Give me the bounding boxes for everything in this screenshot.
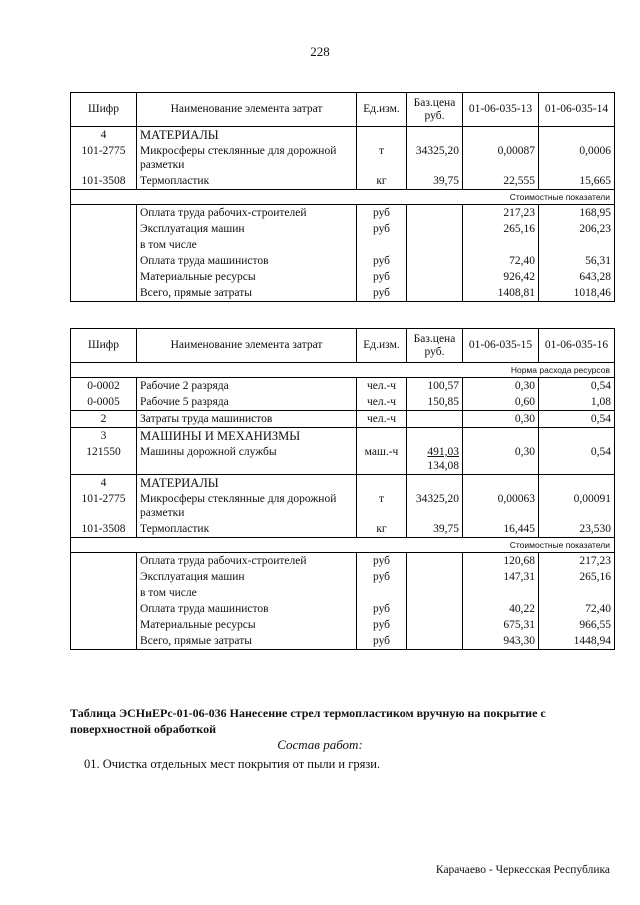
summary-value-b: 1018,46 [539, 285, 615, 302]
summary-unit: руб [357, 617, 407, 633]
col-header-code: Шифр [71, 93, 137, 127]
subhead-row [71, 363, 615, 378]
page-number: 228 [310, 44, 330, 59]
table-row [71, 378, 615, 395]
row-price: 100,57 [407, 378, 463, 395]
section-title: МАТЕРИАЛЫ [137, 475, 357, 492]
row-name: Затраты труда машинистов [137, 411, 357, 428]
summary-row [71, 633, 615, 650]
summary-name: Всего, прямые затраты [137, 633, 357, 650]
table-row [71, 143, 615, 173]
work-item: 01. Очистка отдельных мест покрытия от пыли и грязи. [84, 757, 381, 771]
section-code: 3 [71, 428, 137, 445]
row-unit: т [357, 491, 407, 521]
summary-value-a: 926,42 [463, 269, 539, 285]
row-price [407, 444, 463, 475]
row-code: 2 [71, 411, 137, 428]
summary-value-b: 966,55 [539, 617, 615, 633]
section-row [71, 428, 615, 445]
row-price: 34325,20 [407, 143, 463, 173]
row-price: 150,85 [407, 394, 463, 411]
section-code: 4 [71, 127, 137, 144]
subhead-cost-indicators: Стоимостные показатели [71, 190, 615, 205]
summary-value-b: 206,23 [539, 221, 615, 237]
row-code: 101-2775 [71, 491, 137, 521]
price-bottom: 134,08 [427, 460, 459, 472]
summary-value-b: 72,40 [539, 601, 615, 617]
col-header-price: Баз.цена руб. [407, 329, 463, 363]
table-caption: Таблица ЭСНиЕРс-01-06-036 Нанесение стрел термопластиком вручную на покрытие с поверхностной обработкой [70, 706, 546, 736]
summary-row [71, 285, 615, 302]
row-value-a: 0,30 [463, 378, 539, 395]
row-name: Микросферы стеклянные для дорожной разметки [137, 491, 357, 521]
row-name: Термопластик [137, 521, 357, 538]
summary-row [71, 253, 615, 269]
col-header-unit: Ед.изм. [357, 329, 407, 363]
row-code: 101-2775 [71, 143, 137, 173]
row-code: 101-3508 [71, 521, 137, 538]
summary-row [71, 569, 615, 585]
summary-unit: руб [357, 221, 407, 237]
summary-row [71, 205, 615, 222]
col-header-price: Баз.цена руб. [407, 93, 463, 127]
summary-value-a: 265,16 [463, 221, 539, 237]
summary-value-b: 217,23 [539, 553, 615, 570]
summary-name: Оплата труда машинистов [137, 253, 357, 269]
summary-name: Всего, прямые затраты [137, 285, 357, 302]
summary-value-a: 943,30 [463, 633, 539, 650]
summary-value-a: 1408,81 [463, 285, 539, 302]
table-row [71, 491, 615, 521]
row-value-a: 0,60 [463, 394, 539, 411]
summary-row [71, 601, 615, 617]
section-row [71, 475, 615, 492]
summary-name: Эксплуатация машин [137, 569, 357, 585]
subhead-cost-indicators: Стоимостные показатели [71, 538, 615, 553]
resource-table-1 [70, 92, 615, 302]
col-header-code-b: 01-06-035-14 [539, 93, 615, 127]
subhead-resource-norm: Норма расхода ресурсов [71, 363, 615, 378]
row-name: Рабочие 2 разряда [137, 378, 357, 395]
row-unit: кг [357, 173, 407, 190]
summary-value-b: 168,95 [539, 205, 615, 222]
table-row [71, 411, 615, 428]
summary-value-b: 643,28 [539, 269, 615, 285]
row-unit: чел.-ч [357, 378, 407, 395]
table-header-row [71, 93, 615, 127]
row-value-a: 0,30 [463, 444, 539, 475]
row-value-b: 23,530 [539, 521, 615, 538]
table-row [71, 394, 615, 411]
row-price: 34325,20 [407, 491, 463, 521]
summary-name: Эксплуатация машин [137, 221, 357, 237]
summary-row [71, 237, 615, 253]
row-value-b: 0,54 [539, 378, 615, 395]
row-value-a: 0,30 [463, 411, 539, 428]
row-price: 39,75 [407, 521, 463, 538]
summary-unit: руб [357, 285, 407, 302]
row-value-b: 15,665 [539, 173, 615, 190]
summary-name: Материальные ресурсы [137, 617, 357, 633]
col-header-code-a: 01-06-035-15 [463, 329, 539, 363]
summary-value-a: 40,22 [463, 601, 539, 617]
footer-region: Карачаево - Черкесская Республика [435, 864, 610, 876]
summary-row [71, 269, 615, 285]
summary-name: Материальные ресурсы [137, 269, 357, 285]
subhead-row [71, 538, 615, 553]
table-header-row [71, 329, 615, 363]
row-value-b: 0,00091 [539, 491, 615, 521]
row-value-b: 0,54 [539, 444, 615, 475]
row-value-a: 0,00087 [463, 143, 539, 173]
row-code: 101-3508 [71, 173, 137, 190]
table-row [71, 444, 615, 475]
section-code: 4 [71, 475, 137, 492]
resource-table-2 [70, 328, 615, 650]
summary-value-b: 56,31 [539, 253, 615, 269]
row-value-a: 16,445 [463, 521, 539, 538]
summary-name: Оплата труда рабочих-строителей [137, 553, 357, 570]
summary-name: в том числе [137, 585, 357, 601]
col-header-unit: Ед.изм. [357, 93, 407, 127]
summary-row [71, 617, 615, 633]
row-value-b: 1,08 [539, 394, 615, 411]
row-value-b: 0,0006 [539, 143, 615, 173]
row-value-b: 0,54 [539, 411, 615, 428]
summary-unit: руб [357, 269, 407, 285]
summary-value-b: 1448,94 [539, 633, 615, 650]
row-code: 0-0005 [71, 394, 137, 411]
summary-unit: руб [357, 205, 407, 222]
row-code: 121550 [71, 444, 137, 475]
summary-value-a: 675,31 [463, 617, 539, 633]
row-name: Термопластик [137, 173, 357, 190]
row-unit: чел.-ч [357, 411, 407, 428]
table-row [71, 521, 615, 538]
col-header-name: Наименование элемента затрат [137, 329, 357, 363]
section-title: МАШИНЫ И МЕХАНИЗМЫ [137, 428, 357, 445]
summary-unit: руб [357, 253, 407, 269]
summary-row [71, 553, 615, 570]
summary-name: Оплата труда рабочих-строителей [137, 205, 357, 222]
summary-value-a: 217,23 [463, 205, 539, 222]
summary-name: в том числе [137, 237, 357, 253]
work-composition-title: Состав работ: [277, 737, 363, 752]
col-header-code-a: 01-06-035-13 [463, 93, 539, 127]
section-title: МАТЕРИАЛЫ [137, 127, 357, 144]
row-price: 39,75 [407, 173, 463, 190]
summary-unit: руб [357, 633, 407, 650]
subhead-row [71, 190, 615, 205]
summary-unit: руб [357, 553, 407, 570]
summary-value-b: 265,16 [539, 569, 615, 585]
section-row [71, 127, 615, 144]
row-unit: т [357, 143, 407, 173]
col-header-code: Шифр [71, 329, 137, 363]
row-name: Микросферы стеклянные для дорожной разметки [137, 143, 357, 173]
row-unit: маш.-ч [357, 444, 407, 475]
summary-value-a: 147,31 [463, 569, 539, 585]
summary-value-a: 72,40 [463, 253, 539, 269]
summary-unit: руб [357, 601, 407, 617]
summary-name: Оплата труда машинистов [137, 601, 357, 617]
row-code: 0-0002 [71, 378, 137, 395]
summary-value-a: 120,68 [463, 553, 539, 570]
row-name: Машины дорожной службы [137, 444, 357, 475]
row-unit: кг [357, 521, 407, 538]
summary-row [71, 585, 615, 601]
summary-row [71, 221, 615, 237]
row-value-a: 22,555 [463, 173, 539, 190]
summary-unit: руб [357, 569, 407, 585]
col-header-code-b: 01-06-035-16 [539, 329, 615, 363]
col-header-name: Наименование элемента затрат [137, 93, 357, 127]
price-top: 491,03 [427, 446, 459, 458]
table-row [71, 173, 615, 190]
row-value-a: 0,00063 [463, 491, 539, 521]
row-name: Рабочие 5 разряда [137, 394, 357, 411]
row-unit: чел.-ч [357, 394, 407, 411]
